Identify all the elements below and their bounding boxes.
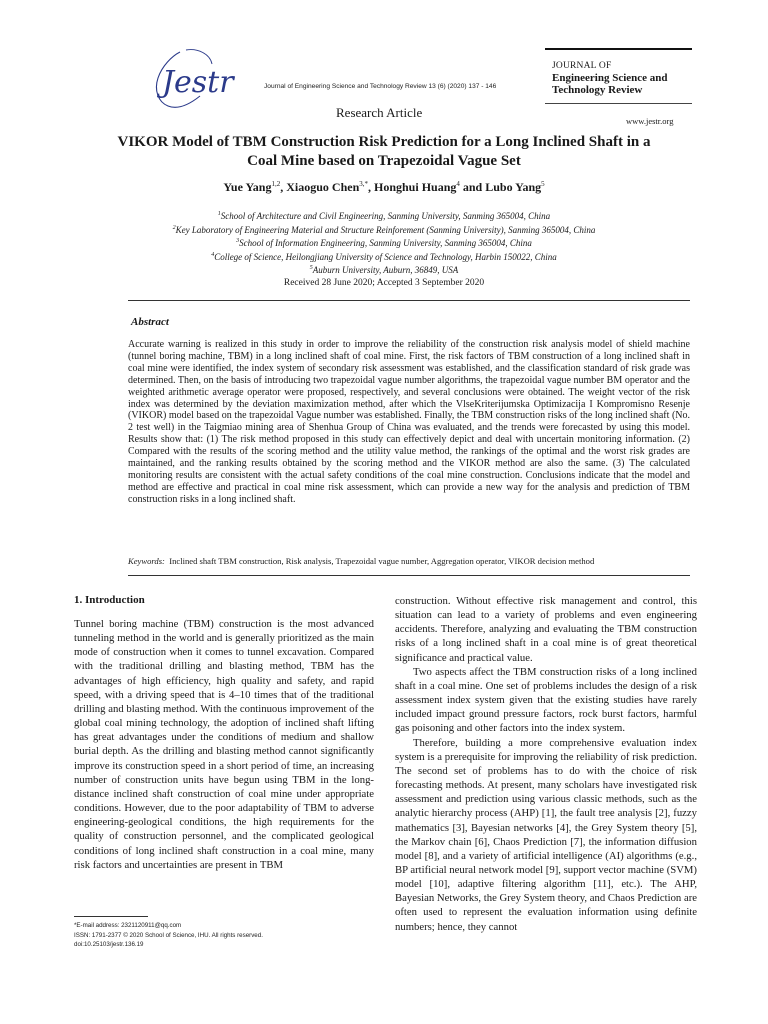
author-separator: and bbox=[459, 180, 486, 194]
logo-text: Jestr bbox=[162, 65, 234, 100]
footnote-issn: ISSN: 1791-2377 © 2020 School of Science, IHU. All rights reserved. bbox=[74, 931, 263, 939]
footnote-doi: doi:10.25103/jestr.136.19 bbox=[74, 941, 144, 948]
author-separator: , bbox=[280, 180, 287, 194]
footnote-email: *E-mail address: 2321120911@qq.com bbox=[74, 922, 182, 929]
right-column bbox=[395, 594, 697, 934]
left-column bbox=[74, 617, 374, 872]
jestr-logo-graphic bbox=[128, 46, 238, 116]
article-type: Research Article bbox=[336, 105, 423, 120]
keywords-label: Keywords: bbox=[128, 556, 165, 566]
affiliation: $^2$Key Laboratory of Engineering Material and Structure Reinforement (Sanming University), Sanming 365004, China bbox=[172, 224, 596, 235]
journal-name-line1: JOURNAL OF bbox=[552, 61, 612, 71]
section-heading: 1. Introduction bbox=[74, 594, 145, 606]
received-dates: Received 28 June 2020; Accepted 3 September 2020 bbox=[283, 278, 485, 288]
keywords bbox=[128, 556, 690, 566]
author-name: Xiaoguo Chen bbox=[286, 180, 360, 194]
author-affil-sup: 1,2 bbox=[271, 180, 281, 188]
author-name: Lubo Yang bbox=[485, 180, 542, 194]
paper-title: VIKOR Model of TBM Construction Risk Prediction for a Long Inclined Shaft in a Coal Mine based on Trapezoidal Vague Set bbox=[117, 134, 651, 169]
affiliation: $^3$School of Information Engineering, Sanming University, Sanming 365004, China bbox=[236, 238, 532, 248]
affiliation-list bbox=[110, 209, 658, 277]
author-affil-sup: 4 bbox=[456, 180, 460, 188]
affiliation: $^1$School of Architecture and Civil Engineering, Sanming University, Sanming 365004, China bbox=[217, 211, 551, 221]
paragraph: construction. Without effective risk management and control, this situation can lead to a variety of problems and even engineering accidents. Therefore, analyzing and evaluating the TBM construction risks of a long inclined shaft in a coal mine is of great theoretical significance and practical value. bbox=[395, 595, 697, 664]
author-name: Honghui Huang bbox=[374, 180, 457, 194]
paragraph: Two aspects affect the TBM construction risks of a long inclined shaft in a coal mine. One set of problems includes the design of a risk assessment index system given that the existing studies have rarely included impact ground pressure factors, rock burst factors, harmful gas poisoning and other factors into the index system. bbox=[395, 665, 697, 735]
author-affil-sup: 3,* bbox=[359, 180, 368, 188]
affiliation: $^5$Auburn University, Auburn, 36849, USA bbox=[309, 265, 459, 275]
header-rule-top bbox=[545, 48, 692, 50]
divider bbox=[128, 575, 690, 576]
author-affil-sup: 5 bbox=[541, 180, 545, 188]
footnote bbox=[74, 921, 263, 950]
paragraph: Therefore, building a more comprehensive evaluation index system is a prerequisite for improving the reliability of risk prediction. The second set of problems has to do with the choice of risk forecasting methods. At present, many scholars have investigated risk assessment and prediction using various classic methods, such as the analytic hierarchy process (AHP) [1], the fault tree analysis [2], fuzzy mathematics [3], Bayesian networks [4], the Grey System theory [5], the Markov chain [6], Chaos Prediction [7], the information diffusion model [8], and a variety of artificial intelligence (AI) algorithms (e.g., BP artificial neural network model [9], support vector machine (SVM) model [10], adaptive filtering algorithm [11], etc.). The AHP, Bayesian Networks, the Grey System theory, and Chaos Prediction are often used to represent the evaluation information using definite numbers; hence, they cannot bbox=[395, 736, 697, 933]
paragraph: Tunnel boring machine (TBM) construction is the most advanced tunneling method in the world and is generally prioritized as the main mode of construction when it comes to tunnel excavation. Compared with the traditional drilling and blasting method, TBM has the advantages of high efficiency, high quality and safety, and rapid speed, with a driving speed that is 4–10 times that of the traditional drilling and blasting method. With the continuous improvement of the global coal mining technology, the adoption of inclined shaft lifting has great advantages under the conditions of medium and shallow burial depth. As the drilling and blasting method cannot significantly improve its construction speed in a short period of time, an increasing number of construction units have begun using TBM in the long-distance inclined shaft construction of coal mine under appropriate conditions. However, due to the poor adaptability of TBM to adverse engineering-geological conditions, the high requirements for the quality of construction personnel, and the complicated geological conditions of long inclined shaft construction in a coal mine, many risk factors and uncertainties are present in TBM bbox=[74, 618, 374, 871]
author-separator: , bbox=[368, 180, 374, 194]
journal-citation-line: Journal of Engineering Science and Technology Review 13 (6) (2020) 137 - 146 bbox=[264, 83, 497, 90]
keywords-text: Inclined shaft TBM construction, Risk analysis, Trapezoidal vague number, Aggregation operator, VIKOR decision method bbox=[169, 556, 595, 566]
divider bbox=[128, 300, 690, 301]
footnote-rule bbox=[74, 916, 148, 917]
journal-logo bbox=[128, 46, 238, 116]
journal-name-line3: Technology Review bbox=[552, 84, 643, 96]
journal-name-box bbox=[552, 60, 692, 96]
author-name: Yue Yang bbox=[223, 180, 272, 194]
journal-name-line2: Engineering Science and bbox=[552, 72, 668, 84]
abstract-text: Accurate warning is realized in this study in order to improve the reliability of the construction risk analysis model of shield machine (tunnel boring machine, TBM) in a long inclined shaft of coal mine. First, the risk factors of TBM construction of a long inclined shaft in coal mine were identified, the index system of secondary risk assessment was established, and the classification standard of risk grade was determined. Then, on the basis of introducing two trapezoidal vague number algorithms, the trapezoidal vague number BM operator and the weighted arithmetic average operator were proposed, respectively, and several conclusions were obtained. The weight vector of the risk index was determined by the deviation maximization method, after which the VlseKriterijumska Optimizacija I Kompromisno Resenje (VIKOR) model based on the trapezoidal Vague number was established. Finally, the TBM construction risks of the long inclined shaft (No. 2 test well) in the Taigmiao mining area of Shenhua Group of China was evaluated, and the trends were forecasted by using this model. Results show that: (1) The risk method proposed in this study can effectively depict and deal with uncertain monitoring information. (2) Compared with the results of the scoring method and the utility value method, the rankings of the optimal and the worst risk grades are maintained, and the ranking results obtained by the scoring method and the VIKOR method are also the same. (3) The calculated monitoring results are consistent with the actual safety conditions of the coal mine construction. Conclusions indicate that the model and method are effective and practical in coal mine risk assessment, which can provide a new way for the analysis and prediction of TBM construction risks in a long inclined shaft. bbox=[128, 339, 690, 505]
header-rule-bottom bbox=[545, 103, 692, 104]
journal-url[interactable]: www.jestr.org bbox=[626, 116, 674, 126]
abstract-heading: Abstract bbox=[131, 316, 169, 328]
author-list bbox=[110, 180, 658, 195]
affiliation: $^4$College of Science, Heilongjiang University of Science and Technology, Harbin 150022, China bbox=[211, 251, 557, 262]
